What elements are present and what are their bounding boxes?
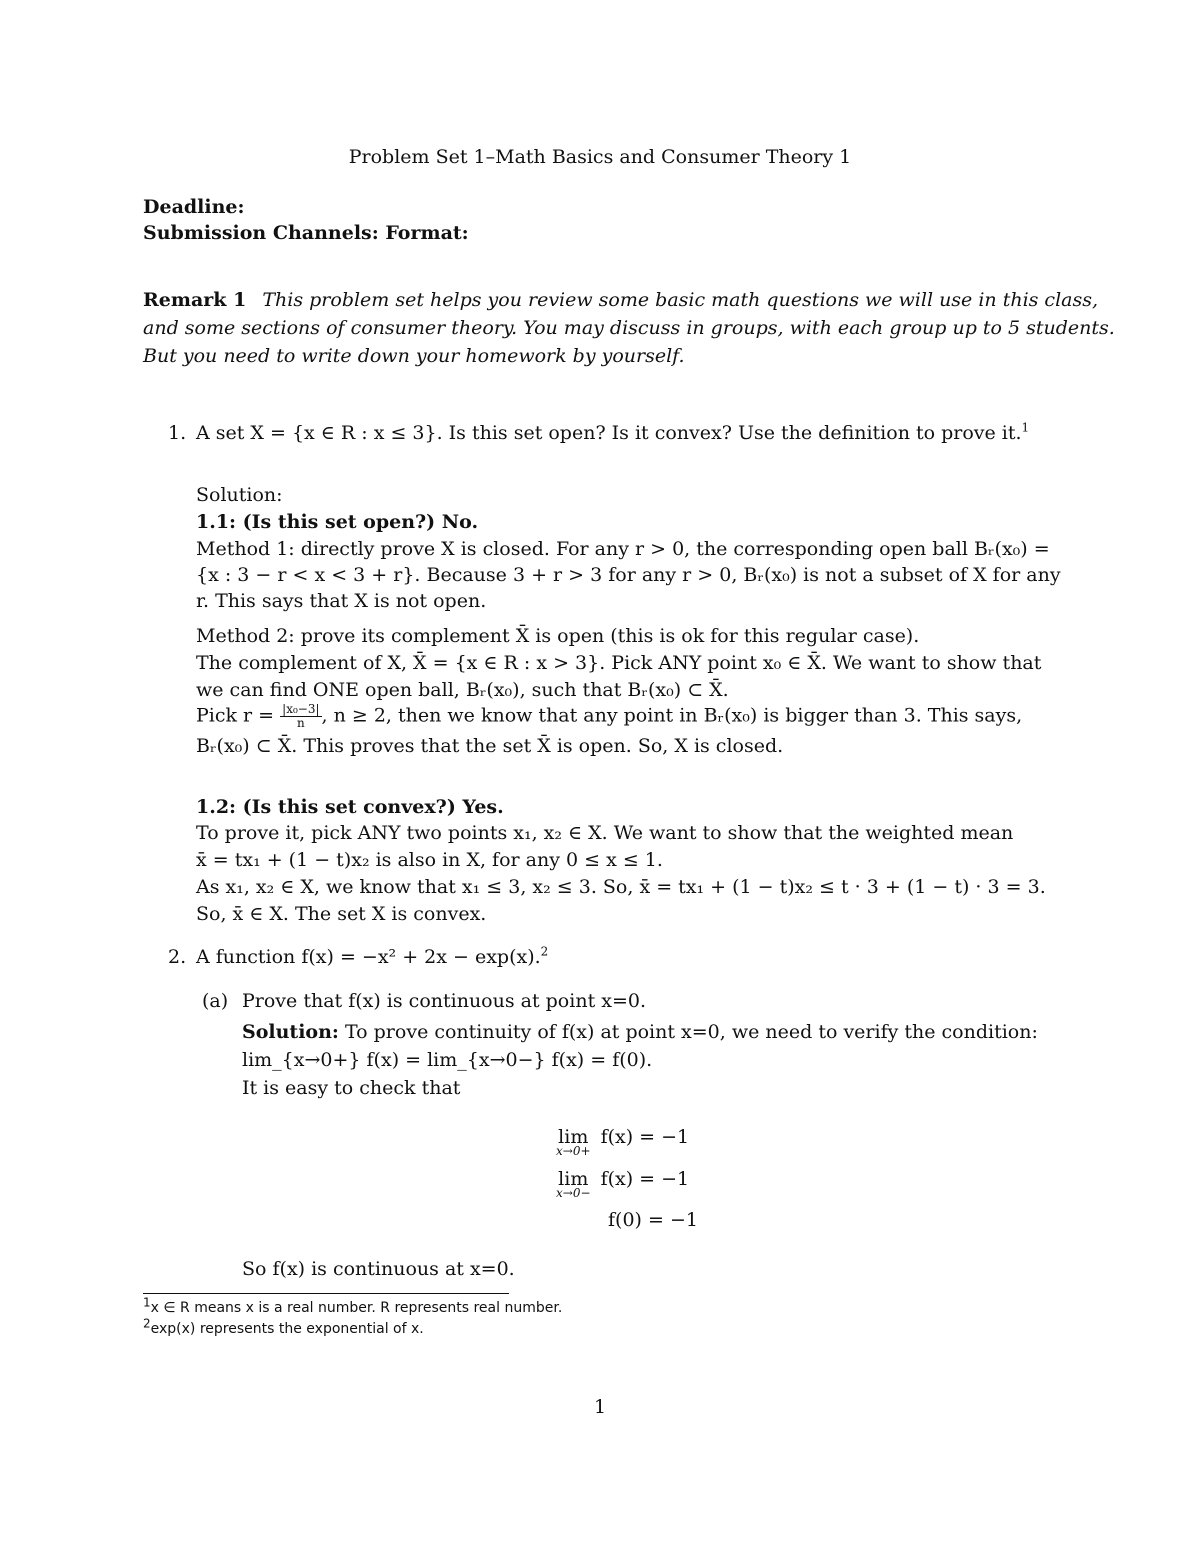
- page-number: 1: [593, 1396, 607, 1418]
- remark-line-1: [143, 289, 1098, 311]
- equation-f0: f(0) = −1: [608, 1209, 698, 1231]
- q1-method2-line3: we can find ONE open ball, Bᵣ(x₀), such that Bᵣ(x₀) ⊂ X̄.: [196, 679, 729, 701]
- footnote-1: [143, 1295, 563, 1316]
- q2a-solution-line: [242, 1021, 1038, 1043]
- q2-number: 2.: [168, 946, 187, 968]
- remark-text-3: But you need to write down your homework by yourself.: [143, 345, 685, 367]
- q1-statement: [196, 422, 1029, 444]
- remark-text-1: This problem set helps you review some basic math questions we will use in this class,: [262, 289, 1099, 311]
- q2-footnote-mark: 2: [540, 944, 549, 959]
- q1-convex-line4: So, x̄ ∈ X. The set X is convex.: [196, 903, 487, 925]
- q1-convex-line3: As x₁, x₂ ∈ X, we know that x₁ ≤ 3, x₂ ≤ 3. So, x̄ = tx₁ + (1 − t)x₂ ≤ t · 3 + (1 − t) · 3 = 3.: [196, 876, 1046, 898]
- q1-number: 1.: [168, 422, 187, 444]
- q2a-easy-check: It is easy to check that: [242, 1077, 461, 1099]
- q1-r-numerator: |x₀−3|: [282, 702, 320, 716]
- q1-r-denominator: n: [296, 716, 305, 730]
- footnote-2-text: exp(x) represents the exponential of x.: [150, 1321, 424, 1337]
- lim-text-left: lim: [558, 1168, 589, 1190]
- remark-label: Remark 1: [143, 289, 247, 311]
- q1-text: A set X = {x ∈ R : x ≤ 3}. Is this set open? Is it convex? Use the definition to prove it.: [196, 422, 1022, 444]
- q1-method1-line1: Method 1: directly prove X is closed. For any r > 0, the corresponding open ball Bᵣ(x₀) =: [196, 538, 1050, 560]
- limit-operator-left: [556, 1168, 591, 1200]
- equation-limit-left: [556, 1168, 689, 1200]
- q2-text: A function f(x) = −x² + 2x − exp(x).: [196, 946, 541, 968]
- equation-rhs-left: f(x) = −1: [600, 1168, 690, 1190]
- q1-method1-line3: r. This says that X is not open.: [196, 590, 487, 612]
- q1-method2-line1: Method 2: prove its complement X̄ is open (this is ok for this regular case).: [196, 625, 920, 647]
- q1-method1-line2: {x : 3 − r < x < 3 + r}. Because 3 + r > 3 for any r > 0, Bᵣ(x₀) is not a subset of X for any: [196, 564, 1061, 586]
- q1-heading-open: 1.1: (Is this set open?) No.: [196, 511, 479, 533]
- q1-method2-line4-rest: , n ≥ 2, then we know that any point in Bᵣ(x₀) is bigger than 3. This says,: [321, 704, 1023, 727]
- q1-method2-line2: The complement of X, X̄ = {x ∈ R : x > 3}. Pick ANY point x₀ ∈ X̄. We want to show that: [196, 652, 1042, 674]
- q2-statement: [196, 946, 548, 968]
- equation-limit-right: [556, 1126, 689, 1158]
- q1-r-fraction: [280, 703, 321, 730]
- lim-sub-right: x→0+: [556, 1144, 591, 1158]
- footnote-2-mark: 2: [143, 1316, 151, 1331]
- q2a-conclusion: So f(x) is continuous at x=0.: [242, 1258, 515, 1280]
- footnote-1-mark: 1: [143, 1295, 151, 1310]
- q1-method2-line4: [196, 703, 1022, 730]
- equation-rhs-right: f(x) = −1: [600, 1126, 690, 1148]
- footnote-1-text: x ∈ R means x is a real number. R represents real number.: [150, 1300, 563, 1316]
- deadline-label: Deadline:: [143, 196, 245, 218]
- lim-sub-left: x→0−: [556, 1186, 591, 1200]
- q2a-label: (a): [202, 990, 229, 1012]
- remark-text-2: and some sections of consumer theory. You may discuss in groups, with each group up to 5 students.: [143, 317, 1115, 339]
- submission-label: Submission Channels: Format:: [143, 222, 469, 244]
- q1-pick-r: Pick r =: [196, 704, 275, 727]
- q1-convex-line2: x̄ = tx₁ + (1 − t)x₂ is also in X, for any 0 ≤ x ≤ 1.: [196, 849, 663, 871]
- q2a-solution-text: To prove continuity of f(x) at point x=0, we need to verify the condition:: [344, 1021, 1038, 1043]
- lim-text-right: lim: [558, 1126, 589, 1148]
- q1-footnote-mark: 1: [1021, 420, 1030, 435]
- limit-operator-right: [556, 1126, 591, 1158]
- q1-heading-convex: 1.2: (Is this set convex?) Yes.: [196, 796, 504, 818]
- q1-method2-line5: Bᵣ(x₀) ⊂ X̄. This proves that the set X̄ is open. So, X is closed.: [196, 735, 784, 757]
- q1-solution-label: Solution:: [196, 484, 283, 506]
- q2a-condition: lim_{x→0+} f(x) = lim_{x→0−} f(x) = f(0).: [242, 1049, 653, 1071]
- footnote-rule: [143, 1293, 509, 1294]
- q2a-solution-label: Solution:: [242, 1021, 339, 1043]
- footnote-2: [143, 1316, 424, 1337]
- q2a-text: Prove that f(x) is continuous at point x=0.: [242, 990, 647, 1012]
- q1-convex-line1: To prove it, pick ANY two points x₁, x₂ ∈ X. We want to show that the weighted mean: [196, 822, 1014, 844]
- document-title: Problem Set 1–Math Basics and Consumer Theory 1: [348, 146, 852, 168]
